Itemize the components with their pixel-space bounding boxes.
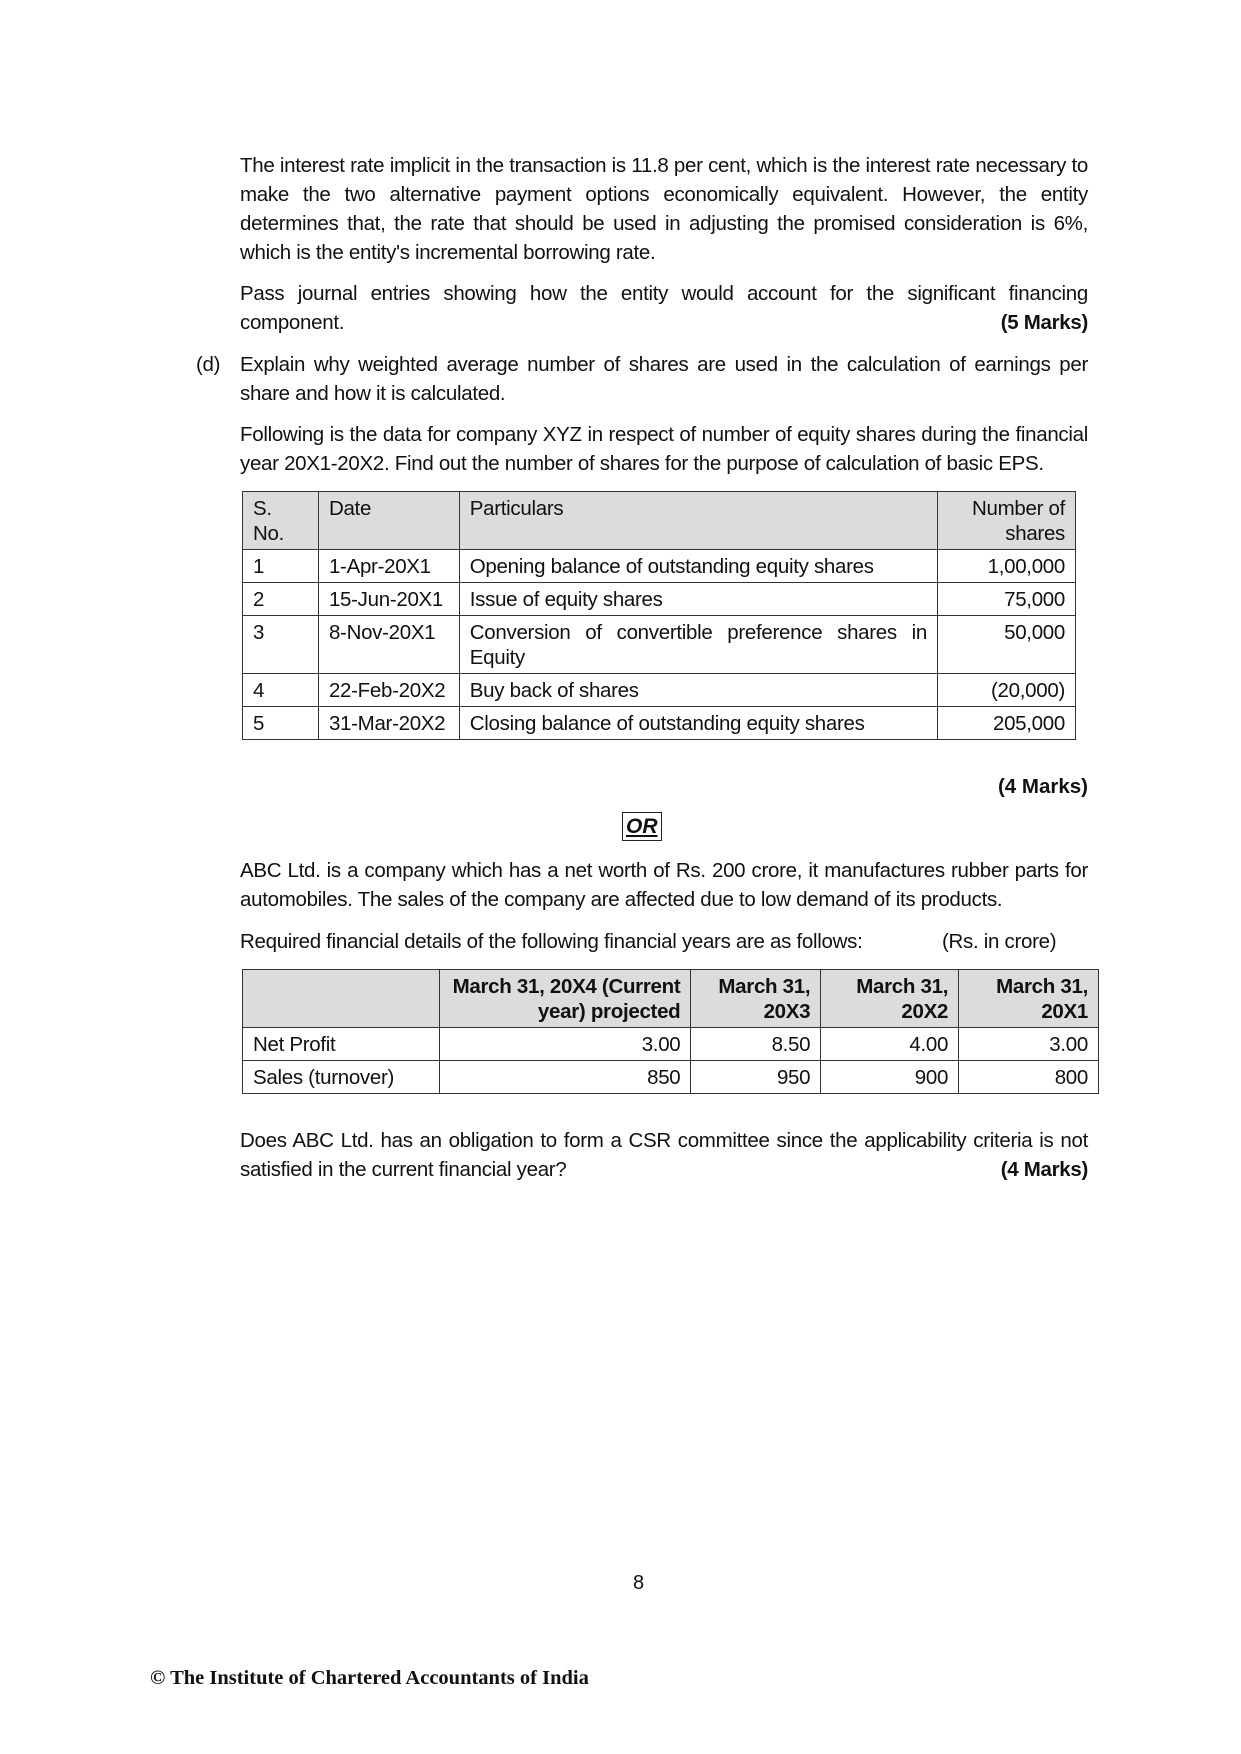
table-cell: Net Profit — [243, 1028, 440, 1061]
table-cell: 3 — [243, 616, 319, 674]
table-row — [243, 674, 1076, 707]
table-cell: 1 — [243, 550, 319, 583]
header-cell: March 31, 20X2 — [821, 970, 959, 1028]
table-row — [243, 1061, 1099, 1094]
header-cell: Particulars — [459, 492, 937, 550]
table-cell: 850 — [439, 1061, 691, 1094]
paragraph-d-question: Explain why weighted average number of shares are used in the calculation of earnings per share and how it is calculated. — [240, 353, 1088, 405]
table-cell: 800 — [959, 1061, 1099, 1094]
header-cell: S. No. — [243, 492, 319, 550]
table-cell: 3.00 — [959, 1028, 1099, 1061]
table-cell: 950 — [691, 1061, 821, 1094]
table-cell: 1-Apr-20X1 — [318, 550, 459, 583]
marks-label-d: (4 Marks) — [997, 775, 1088, 798]
table-cell: 8.50 — [691, 1028, 821, 1061]
table-cell: 1,00,000 — [938, 550, 1076, 583]
page-number: 8 — [633, 1572, 645, 1594]
table-cell: 4 — [243, 674, 319, 707]
financials-table — [242, 969, 1099, 1094]
table-cell: 31-Mar-20X2 — [318, 707, 459, 740]
table-row — [243, 616, 1076, 674]
header-cell: March 31, 20X4 (Current year) projected — [439, 970, 691, 1028]
paragraph-d-data-intro: Following is the data for company XYZ in respect of number of equity shares during the financial year 20X1-20X2. Find out the number of shares for the purpose of calculation of basic EPS. — [240, 423, 1088, 475]
unit-note: (Rs. in crore) — [942, 930, 1057, 953]
header-cell: March 31, 20X1 — [959, 970, 1099, 1028]
table-cell: Sales (turnover) — [243, 1061, 440, 1094]
paragraph-csr-question — [240, 1126, 1088, 1184]
table-row — [243, 707, 1076, 740]
table-cell: Opening balance of outstanding equity shares — [459, 550, 937, 583]
table-cell: 50,000 — [938, 616, 1076, 674]
header-cell — [243, 970, 440, 1028]
table-header-row — [243, 970, 1099, 1028]
table-cell: Issue of equity shares — [459, 583, 937, 616]
table-cell: 900 — [821, 1061, 959, 1094]
or-separator: OR — [622, 812, 662, 841]
marks-label: (4 Marks) — [1000, 1158, 1088, 1181]
header-cell: March 31, 20X3 — [691, 970, 821, 1028]
table-cell: 2 — [243, 583, 319, 616]
header-cell: Number of shares — [938, 492, 1076, 550]
table-cell: (20,000) — [938, 674, 1076, 707]
table-cell: 4.00 — [821, 1028, 959, 1061]
footer-copyright: © The Institute of Chartered Accountants of India — [150, 1667, 589, 1689]
table-cell: 3.00 — [439, 1028, 691, 1061]
table-cell: 15-Jun-20X1 — [318, 583, 459, 616]
table-cell: 8-Nov-20X1 — [318, 616, 459, 674]
item-d-label: (d) — [196, 353, 221, 376]
shares-table — [242, 491, 1076, 740]
paragraph-interest-rate: The interest rate implicit in the transaction is 11.8 per cent, which is the interest rate necessary to make the two alternative payment options economically equivalent. However, the entity determines that, the rate that should be used in adjusting the promised consideration is 6%, which is the entity's incremental borrowing rate. — [240, 154, 1088, 264]
table-row — [243, 1028, 1099, 1061]
paragraph-journal-entries — [240, 279, 1088, 337]
table-row — [243, 583, 1076, 616]
table-cell: Conversion of convertible preference shares in Equity — [459, 616, 937, 674]
table-row — [243, 550, 1076, 583]
header-cell: Date — [318, 492, 459, 550]
paragraph-abc-intro: ABC Ltd. is a company which has a net worth of Rs. 200 crore, it manufactures rubber parts for automobiles. The sales of the company are affected due to low demand of its products. — [240, 859, 1088, 911]
table-cell: Buy back of shares — [459, 674, 937, 707]
paragraph-journal-entries-text: Pass journal entries showing how the entity would account for the significant financing component. — [240, 282, 1088, 334]
table-header-row — [243, 492, 1076, 550]
marks-label: (5 Marks) — [1000, 311, 1088, 334]
paragraph-csr-question-text: Does ABC Ltd. has an obligation to form a CSR committee since the applicability criteria is not satisfied in the current financial year? — [240, 1129, 1088, 1181]
table-cell: 205,000 — [938, 707, 1076, 740]
table-cell: 22-Feb-20X2 — [318, 674, 459, 707]
table-cell: 5 — [243, 707, 319, 740]
paragraph-financial-details: Required financial details of the following financial years are as follows: — [240, 930, 863, 953]
table-cell: 75,000 — [938, 583, 1076, 616]
table-cell: Closing balance of outstanding equity shares — [459, 707, 937, 740]
